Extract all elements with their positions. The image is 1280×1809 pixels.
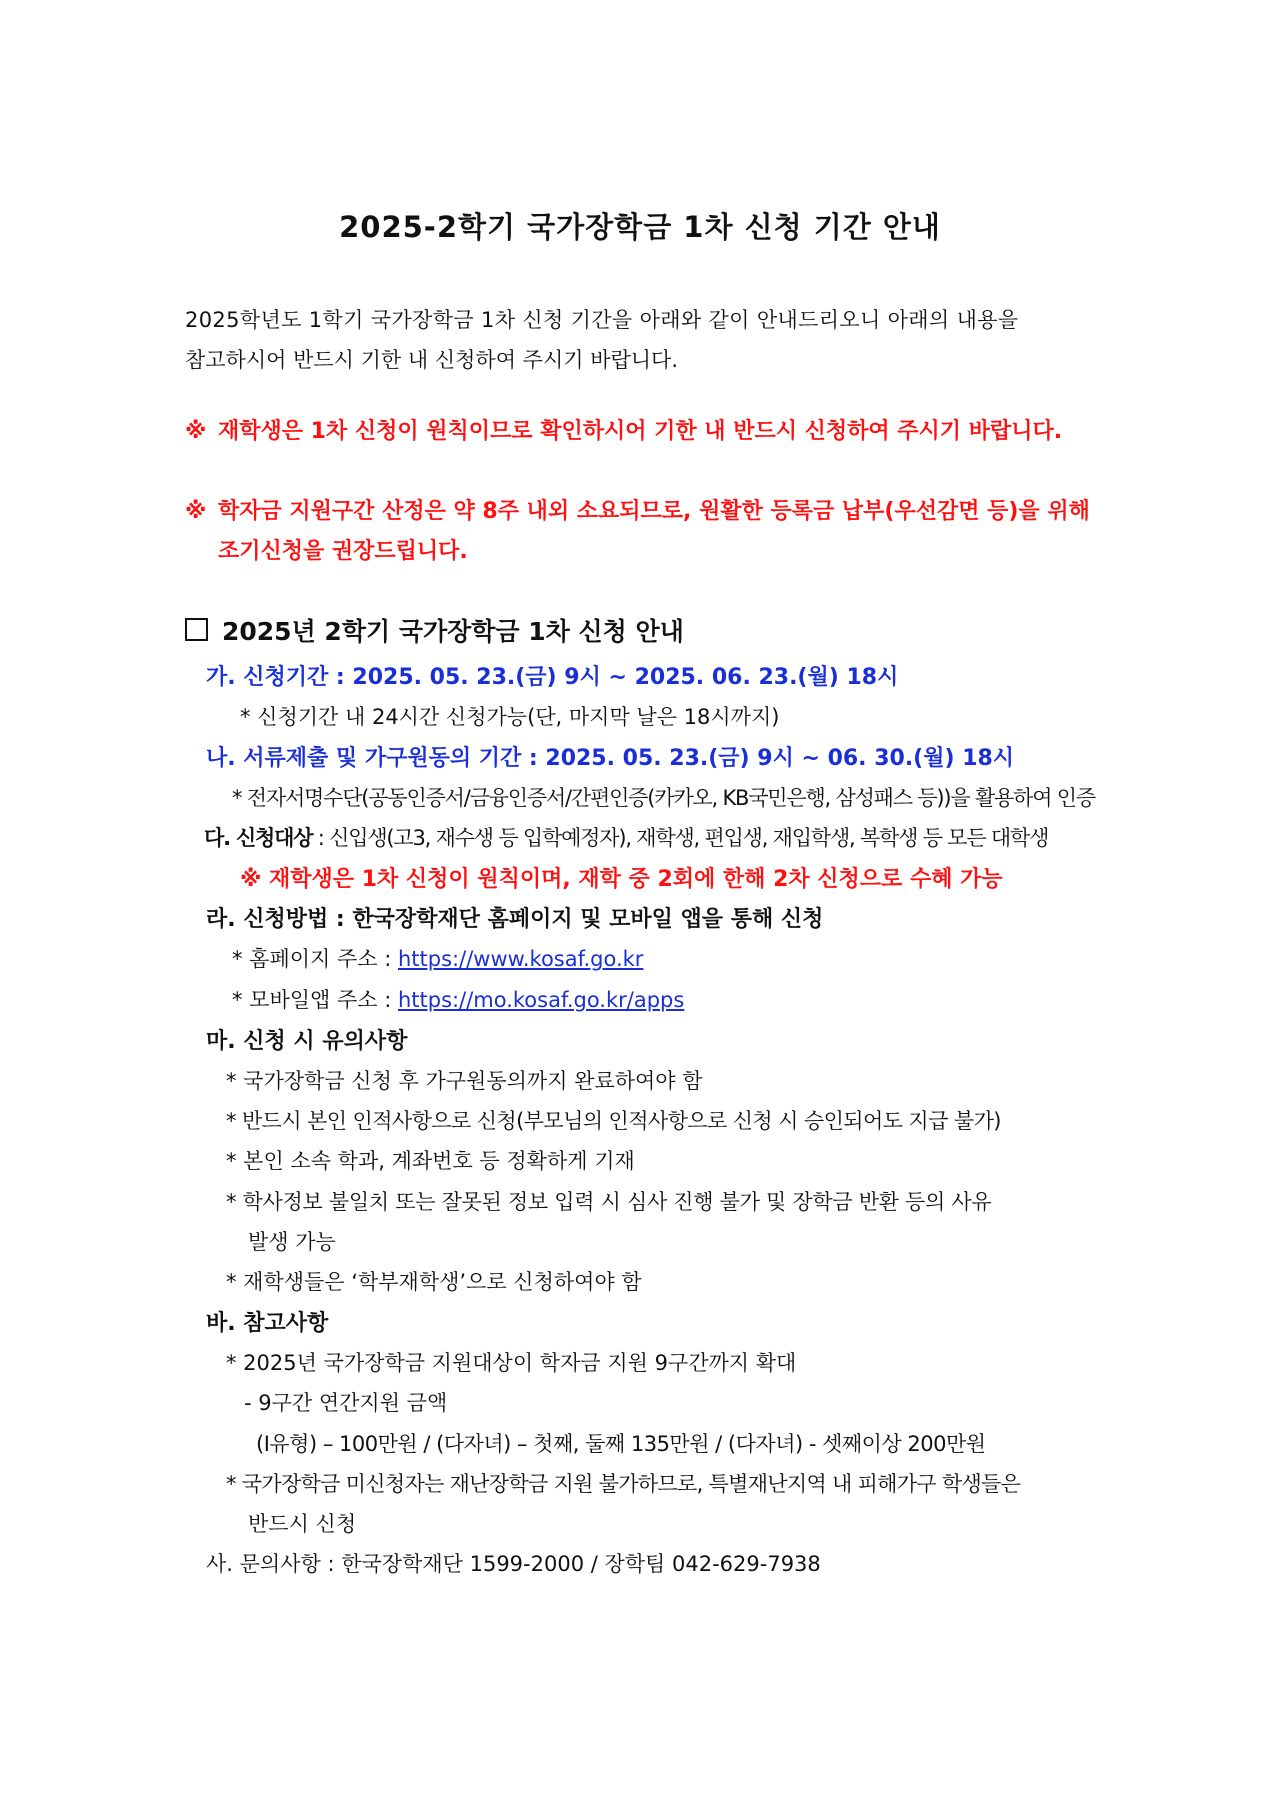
notice-continuing-students [185,412,1105,452]
intro-line-1: 2025학년도 1학기 국가장학금 1차 신청 기간을 아래와 같이 안내드리오니 아래의 내용을 [185,308,1019,332]
notice-text: 학자금 지원구간 산정은 약 8주 내외 소요되므로, 원활한 등록금 납부(우선감면 등)을 위해 조기신청을 권장드립니다. [218,499,1090,564]
reference-1: * 2025년 국가장학금 지원대상이 학자금 지원 9구간까지 확대 [226,1351,797,1375]
reference-mark-icon: ※ [185,419,207,444]
precaution-4-continued: 발생 가능 [248,1230,336,1254]
precaution-5: * 재학생들은 ‘학부재학생’으로 신청하여야 함 [226,1270,642,1294]
item-document-consent-period: 나. 서류제출 및 가구원동의 기간 : 2025. 05. 23.(금) 9시 ~ 06. 30.(월) 18시 [206,746,1015,771]
mobile-app-link[interactable]: https://mo.kosaf.go.kr/apps [398,988,685,1012]
item-mobile-app [232,984,684,1014]
page-title: 2025-2학기 국가장학금 1차 신청 기간 안내 [339,210,941,244]
item-application-period: 가. 신청기간 : 2025. 05. 23.(금) 9시 ~ 2025. 06. 23.(월) 18시 [206,665,899,690]
intro-line-2: 참고하시어 반드시 기한 내 신청하여 주시기 바랍니다. [185,348,679,372]
item-precautions: 마. 신청 시 유의사항 [206,1029,408,1054]
homepage-link[interactable]: https://www.kosaf.go.kr [398,947,644,971]
reference-2-continued: 반드시 신청 [248,1512,357,1536]
checkbox-square-icon [185,618,208,641]
item-eligibility [204,822,1048,852]
item-inquiry: 사. 문의사항 : 한국장학재단 1599-2000 / 장학팀 042-629-7938 [206,1552,821,1576]
intro-paragraph [185,300,1105,380]
notice-text: 재학생은 1차 신청이 원칙이므로 확인하시어 기한 내 반드시 신청하여 주시기 바랍니다. [218,419,1063,444]
reference-mark-icon: ※ [185,499,207,524]
precaution-2: * 반드시 본인 인적사항으로 신청(부모님의 인적사항으로 신청 시 승인되어도 지급 불가) [226,1109,1001,1133]
reference-1-sub: - 9구간 연간지원 금액 [244,1391,448,1415]
section-heading [185,612,684,648]
item-references: 바. 참고사항 [206,1311,329,1336]
precaution-3: * 본인 소속 학과, 계좌번호 등 정확하게 기재 [226,1149,635,1173]
reference-1-amount: (Ⅰ유형) – 100만원 / (다자녀) – 첫째, 둘째 135만원 / (다자녀) - 셋째이상 200만원 [256,1432,986,1456]
section-title: 2025년 2학기 국가장학금 1차 신청 안내 [222,617,684,646]
item-application-period-note: * 신청기간 내 24시간 신청가능(단, 마지막 날은 18시까지) [240,705,780,729]
homepage-label: * 홈페이지 주소 : [232,947,398,971]
notice-early-application [185,492,1105,572]
item-eligibility-warning: ※ 재학생은 1차 신청이 원칙이며, 재학 중 2회에 한해 2차 신청으로 수혜 가능 [240,867,1003,892]
item-homepage [232,943,643,973]
precaution-4: * 학사정보 불일치 또는 잘못된 정보 입력 시 심사 진행 불가 및 장학금 반환 등의 사유 [226,1190,992,1214]
mobile-app-label: * 모바일앱 주소 : [232,988,398,1012]
precaution-1: * 국가장학금 신청 후 가구원동의까지 완료하여야 함 [226,1069,703,1093]
item-document-consent-note: * 전자서명수단(공동인증서/금융인증서/간편인증(카카오, KB국민은행, 삼성패스 등))을 활용하여 인증 [232,786,1095,810]
item-application-method: 라. 신청방법 : 한국장학재단 홈페이지 및 모바일 앱을 통해 신청 [206,907,824,932]
reference-2: * 국가장학금 미신청자는 재난장학금 지원 불가하므로, 특별재난지역 내 피해가구 학생들은 [226,1472,1021,1496]
item-eligibility-text: : 신입생(고3, 재수생 등 입학예정자), 재학생, 편입생, 재입학생, 복학생 등 모든 대학생 [312,826,1049,850]
item-eligibility-label: 다. 신청대상 [204,826,313,850]
